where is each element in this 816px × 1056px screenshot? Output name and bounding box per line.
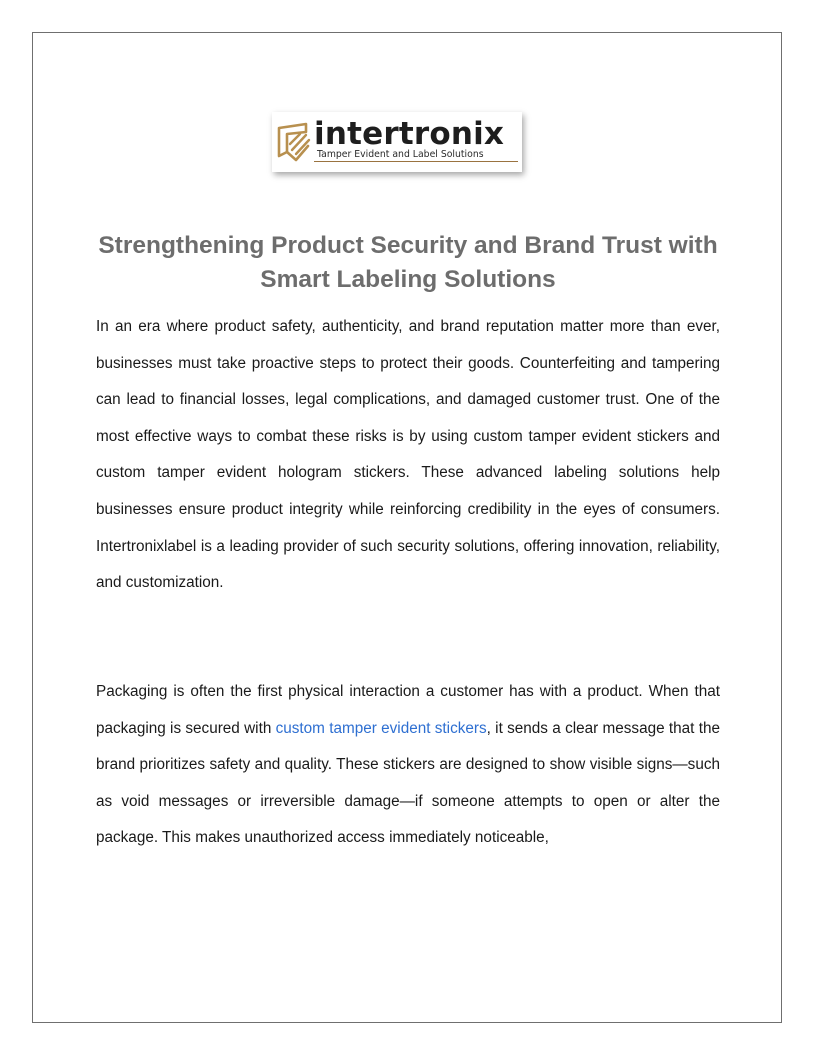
intertronix-logo — [272, 112, 522, 172]
paragraph-intro: In an era where product safety, authenticity, and brand reputation matter more than ever, businesses must take proactive steps to protect their goods. Counterfeiting and tampering can lead to financial losses, legal complications, and damaged customer trust. One of the most effective ways to combat these risks is by using custom tamper evident stickers and custom tamper evident hologram stickers. These advanced labeling solutions help businesses ensure product integrity while reinforcing credibility in the eyes of consumers. Intertronixlabel is a leading provider of such security solutions, offering innovation, reliability, and customization. — [96, 318, 720, 592]
paragraph-packaging-text-end: , it sends a clear message that the brand prioritizes safety and quality. These stickers are designed to show visible signs—such as void messages or irreversible damage—if someone attempts to open or alter the package. This makes unauthorized access immediately noticeable, — [96, 719, 720, 847]
paragraph-packaging — [96, 674, 720, 857]
logo-divider — [314, 161, 518, 162]
logo-wordmark: intertronix — [314, 116, 505, 152]
custom-tamper-evident-stickers-link[interactable]: custom tamper evident stickers — [275, 719, 487, 737]
logo-tagline: Tamper Evident and Label Solutions — [317, 149, 484, 160]
paragraph-packaging-text-start: Packaging is often the first physical interaction a customer has with a product. When that packaging is secured with — [96, 683, 720, 737]
shield-emblem-icon — [276, 122, 314, 164]
document-title: Strengthening Product Security and Brand Trust with Smart Labeling Solutions — [98, 232, 718, 293]
